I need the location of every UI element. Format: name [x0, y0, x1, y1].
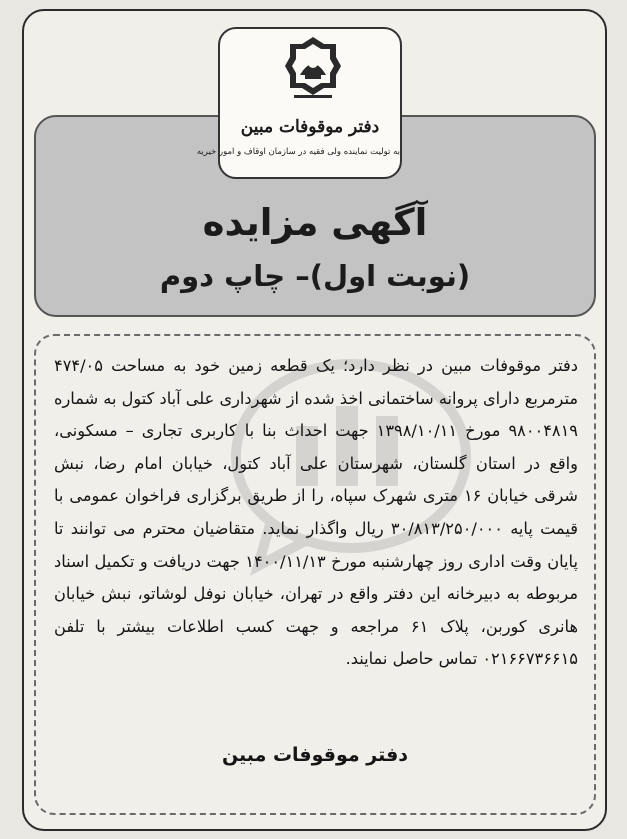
organization-name: دفتر موقوفات مبین [240, 117, 380, 137]
notice-body-box [34, 334, 596, 815]
notice-subtitle: (نوبت اول)– چاپ دوم [159, 259, 471, 293]
notice-signature: دفتر موقوفات مبین [221, 744, 409, 766]
notice-body-text: دفتر موقوفات مبین در نظر دارد؛ یک قطعه زمین خود به مساحت ۴۷۴/۰۵ مترمربع دارای پروانه ساختمانی اخذ شده از شهرداری علی آباد کتول به شماره ۹۸۰۰۴۸۱۹ مورخ ۱۳۹۸/۱۰/۱۱ جهت احداث بنا با کاربری تجاری – مسکونی، واقع در استان گلستان، شهرستان علی آباد کتول، خیابان امام رضا، نبش شرقی خیابان ۱۶ متری شهرک سپاه، را از طریق برگزاری فراخوان عمومی با قیمت پایه ۳۰/۸۱۳/۲۵۰/۰۰۰ ریال واگذار نماید. متقاضیان محترم می توانند تا پایان وقت اداری روز چهارشنبه مورخ ۱۴۰۰/۱۱/۱۳ جهت دریافت و تکمیل اسناد مربوطه به دبیرخانه این دفتر واقع در تهران، خیابان نوفل لوشاتو، نبش خیابان هانری کوربن، پلاک ۶۱ مراجعه و جهت کسب اطلاعات بیشتر با تلفن ۰۲۱۶۶۷۳۶۶۱۵ تماس حاصل نمایند. [54, 356, 578, 669]
notice-title: آگهی مزایده [202, 201, 428, 244]
organization-logo-box [196, 27, 402, 179]
organization-subtitle: به تولیت نماینده ولی فقیه در سازمان اوقاف و امور خیریه [196, 147, 400, 157]
emblem-icon [284, 35, 342, 111]
